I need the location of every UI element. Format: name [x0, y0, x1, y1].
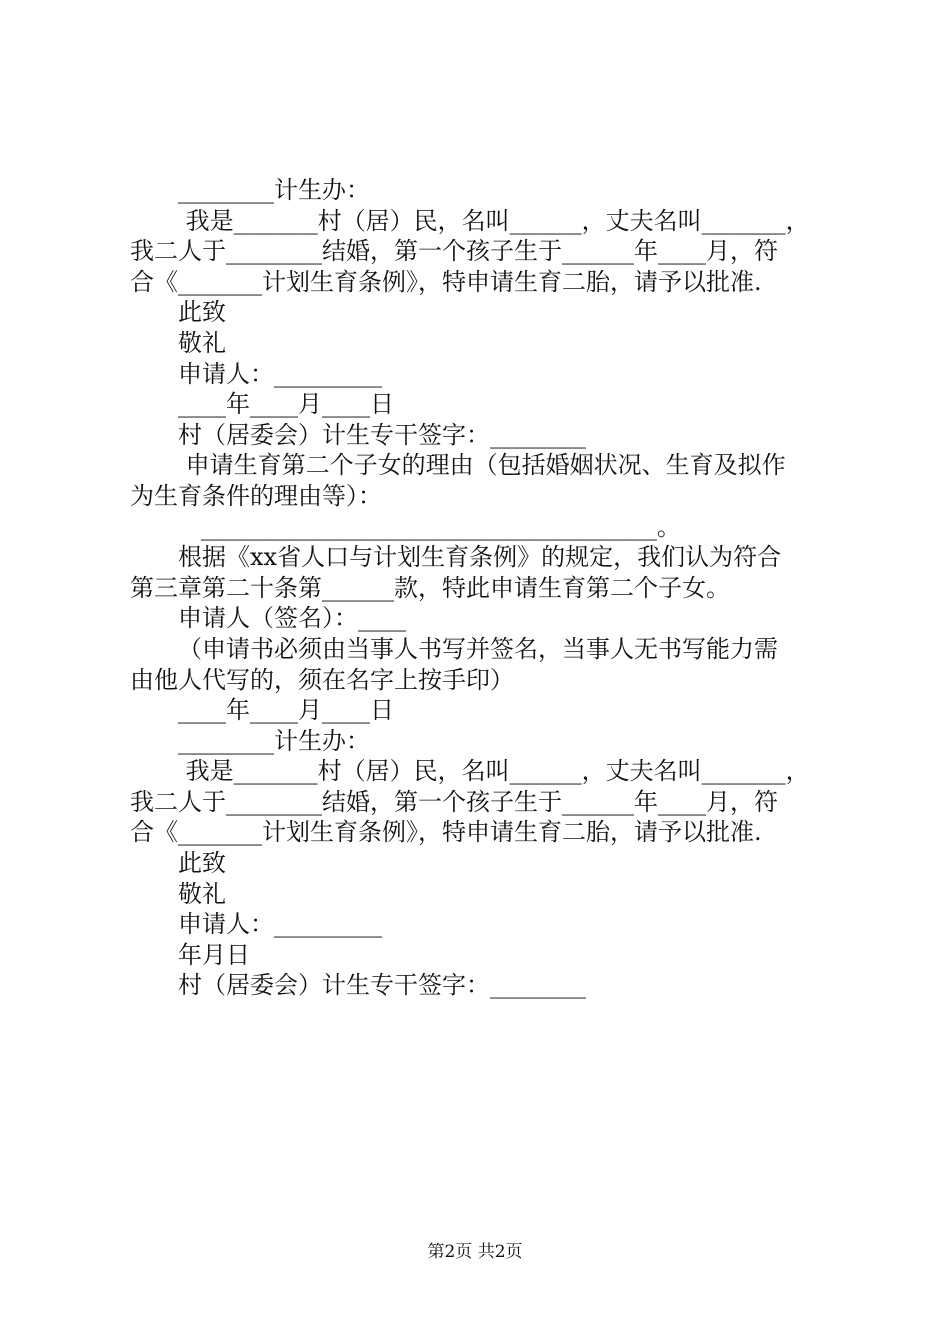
- applicant-intro: 我是_______村（居）民，名叫______，丈夫名叫_______，: [178, 757, 810, 786]
- signing-note: （申请书必须由当事人书写并签名，当事人无书写能力需: [178, 634, 778, 663]
- village-officer-signature: 村（居委会）计生专干签字：________: [178, 971, 586, 1000]
- marriage-info: 我二人于________结婚，第一个孩子生于______年____月，符: [130, 237, 778, 266]
- closing-salutation: 此致: [178, 298, 226, 327]
- closing-regards: 敬礼: [178, 879, 226, 908]
- regulation-basis: 根据《xx省人口与计划生育条例》的规定，我们认为符合: [178, 543, 782, 572]
- reason-heading: 申请生育第二个子女的理由（包括婚姻状况、生育及拟作: [178, 451, 786, 480]
- regulation-clause: 第三章第二十条第______款，特此申请生育第二个子女。: [130, 573, 730, 602]
- request-sentence: 合《_______计划生育条例》，特申请生育二胎，请予以批准.: [130, 267, 762, 296]
- request-sentence: 合《_______计划生育条例》，特申请生育二胎，请予以批准.: [130, 818, 762, 847]
- reason-blank: ______________________________________。: [178, 512, 681, 541]
- village-officer-signature: 村（居委会）计生专干签字：________: [178, 420, 586, 449]
- date-line: 年月日: [178, 940, 250, 969]
- letter-body: [130, 175, 832, 1001]
- marriage-info: 我二人于________结婚，第一个孩子生于______年____月，符: [130, 787, 778, 816]
- office-heading: ________计生办：: [178, 176, 370, 204]
- closing-regards: 敬礼: [178, 328, 226, 357]
- applicant-signature: 申请人：_________: [178, 910, 382, 939]
- applicant-sign-name: 申请人（签名）：____: [178, 604, 406, 633]
- reason-heading-continued: 为生育条件的理由等）：: [130, 481, 382, 510]
- page-number: 第2页 共2页: [427, 1242, 523, 1262]
- signing-note-continued: 由他人代写的，须在名字上按手印）: [130, 665, 514, 694]
- date-line: ____年____月____日: [178, 696, 394, 725]
- date-line: ____年____月____日: [178, 390, 394, 419]
- office-heading: ________计生办：: [178, 726, 370, 755]
- applicant-signature: 申请人：_________: [178, 359, 382, 388]
- closing-salutation: 此致: [178, 849, 226, 878]
- applicant-intro: 我是_______村（居）民，名叫______，丈夫名叫_______，: [178, 206, 810, 235]
